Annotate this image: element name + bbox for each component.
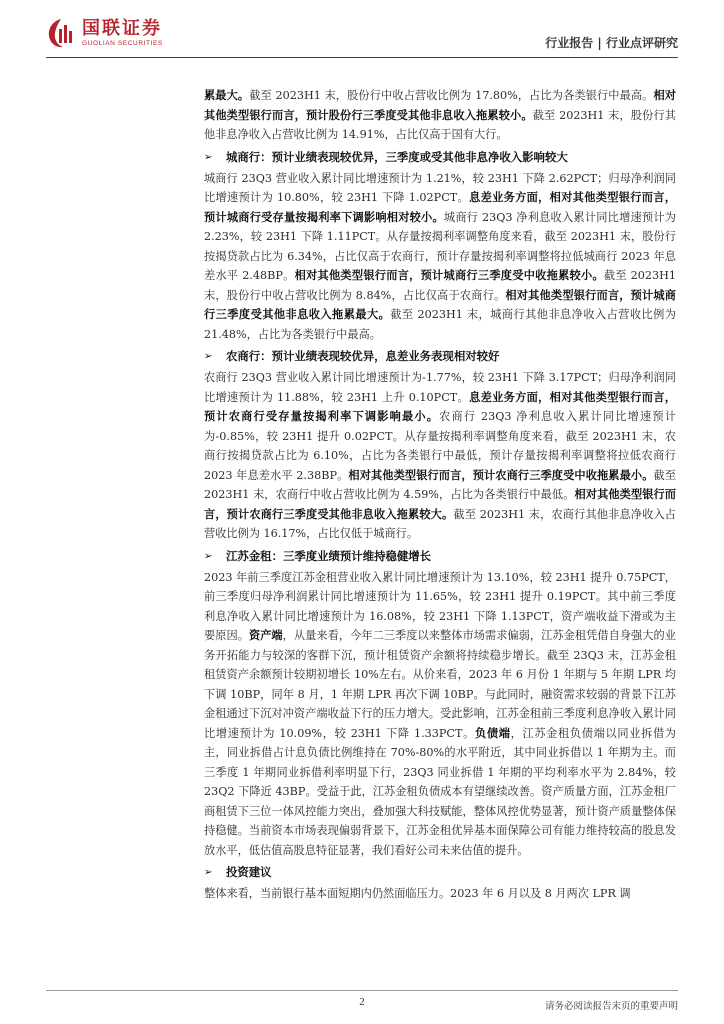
section-paragraph [204, 884, 676, 904]
body-text: ，从量来看，今年二三季度以来整体市场需求偏弱，江苏金租凭借自身强大的业务开拓能力与较深的客群下沉，预计租赁资产余额将持续稳步增长。截至 23Q3 末，江苏金租租赁资产余额预计较期初增长 10%左右。从价来看，2023 年 6 月份 1 年期与 5 年期 LPR 均下调 10BP，同年 8 月，1 年期 LPR 再次下调 10BP。与此同时，融资需求较弱的背景下江苏金租通过下沉对冲资产端收益下行的压力增大。受此影响，江苏金租前三季度利息净收入累计同比增速预计为 10.09%，较 23H1 下降 1.33PCT。 [204, 629, 676, 740]
section-heading [204, 147, 676, 168]
arrow-bullet-icon: ➢ [204, 151, 213, 163]
emphasis-text: 累最大。 [204, 89, 250, 102]
page-header [0, 0, 724, 62]
body-text: 农商行 23Q3 净利息收入累计同比增速预计为-0.85%，较 23H1 提升 0.02PCT。从存量按揭利率调整角度来看，截至 2023H1 末，农商行按揭贷款占比为 6.10%，占比为各类银行中最低，预计存量按揭利率调整将拉低农商行 2023 年息差水平 2.38BP。 [204, 410, 676, 482]
logo-mark-icon [46, 17, 76, 49]
report-type-label: 行业报告 | 行业点评研究 [545, 36, 678, 50]
report-body [204, 86, 676, 904]
company-logo [46, 17, 163, 49]
emphasis-text: 相对其他类型银行而言，预计农商行三季度受中收拖累最小。 [348, 468, 654, 482]
body-text: 截至 2023H1 末，农商行其他非息净收入占营收比例为 16.17%，占比仅低于城商行。 [204, 507, 676, 540]
section-heading [204, 346, 676, 367]
page-number: 2 [359, 996, 365, 1008]
footer-divider [46, 990, 678, 991]
emphasis-text: 资产端 [248, 629, 283, 642]
body-text: 农商行 23Q3 营业收入累计同比增速预计为-1.77%，较 23H1 下降 3.17PCT；归母净利润同比增速预计为 11.88%，较 23H1 上升 0.10PCT。 [204, 371, 676, 404]
body-text: 城商行 23Q3 营业收入累计同比增速预计为 1.21%，较 23H1 下降 2.62PCT；归母净利润同比增速预计为 10.80%，较 23H1 下降 1.02PCT。 [204, 171, 676, 204]
body-text: 截至 2023H1 末，农商行中收占营收比例为 4.59%，占比为各类银行中最低。 [204, 468, 676, 501]
section-paragraph [204, 368, 676, 544]
body-text: 截至 2023H1 末，股份行中收占营收比例为 17.80%，占比为各类银行中最高。 [249, 89, 654, 102]
body-text: 2023 年前三季度江苏金租营业收入累计同比增速预计为 13.10%，较 23H1 提升 0.75PCT，前三季度归母净利润累计同比增速预计为 11.65%，较 23H1 提升 0.19PCT。其中前三季度利息净收入累计同比增速预计为 16.08%，较 23H1 下降 1.13PCT，资产端收益下滑或为主要原因。 [204, 570, 676, 642]
body-text: 截至 2023H1 末，城商行其他非息净收入占营收比例为 21.48%，占比为各类银行中最高。 [204, 308, 676, 341]
emphasis-text: 息差业务方面，相对其他类型银行而言，预计城商行受存量按揭利率下调影响相对较小。 [204, 191, 676, 224]
emphasis-text: 相对其他类型银行而言，预计城商行三季度受中收拖累较小。 [294, 269, 604, 282]
emphasis-text: 息差业务方面，相对其他类型银行而言，预计农商行受存量按揭利率下调影响最小。 [204, 390, 676, 423]
header-divider [46, 57, 678, 58]
body-text: ，江苏金租负债端以同业拆借为主，同业拆借占计息负债比例维持在 70%-80%的水平附近，其中同业拆借以 1 年期为主。而三季度 1 年期同业拆借利率明显下行，23Q3 同业拆借 1 年期的平均利率水平为 2.84%，较 23Q2 下降近 43BP。受益于此，江苏金租负债成本有望继续改善。资产质量方面，江苏金租厂商租赁下三位一体风控能力突出，叠加强大科技赋能，整体风控优势显著，预计资产质量整体保持稳健。当前资本市场表现偏弱背景下，江苏金租优异基本面保障公司有能力维持较高的股息发放水平，低估值高股息特征显著，我们看好公司未来估值的提升。 [204, 726, 676, 857]
section-heading-text: 投资建议 [226, 865, 272, 879]
emphasis-text: 相对其他类型银行而言，预计股份行三季度受其他非息收入拖累较小。 [204, 89, 676, 122]
disclaimer-note: 请务必阅读报告末页的重要声明 [544, 1001, 678, 1012]
section-heading [204, 862, 676, 883]
emphasis-text: 相对其他类型银行而言，预计农商行三季度受其他非息收入拖累较大。 [204, 488, 676, 521]
emphasis-text: 负债端 [475, 726, 511, 740]
body-text: 整体来看，当前银行基本面短期内仍然面临压力。2023 年 6 月以及 8 月两次 LPR 调 [204, 887, 631, 900]
section-paragraph [204, 169, 676, 345]
logo-english-name: GUOLIAN SECURITIES [82, 39, 163, 47]
body-text: 截至 2023H1 末，股份行其他非息净收入占营收比例为 14.91%，占比仅高于国有大行。 [204, 108, 676, 141]
arrow-bullet-icon: ➢ [204, 550, 213, 562]
section-heading [204, 546, 676, 567]
emphasis-text: 相对其他类型银行而言，预计城商行三季度受其他非息收入拖累最大。 [204, 288, 676, 321]
logo-chinese-name: 国联证券 [82, 17, 162, 39]
arrow-bullet-icon: ➢ [204, 351, 213, 362]
body-text: 城商行 23Q3 净利息收入累计同比增速预计为 2.23%，较 23H1 下降 1.11PCT。从存量按揭利率调整角度来看，截至 2023H1 末，股份行按揭贷款占比为 6.34%，占比仅高于农商行，预计存量按揭利率调整将拉低城商行 2023 年息差水平 2.48BP。 [204, 210, 676, 282]
body-text: 截至 2023H1 末，股份行中收占营收比例为 8.84%，占比仅高于农商行。 [204, 269, 676, 302]
section-heading-text: 江苏金租：三季度业绩预计维持稳健增长 [226, 548, 432, 563]
arrow-bullet-icon: ➢ [204, 867, 213, 878]
section-heading-text: 城商行：预计业绩表现较优异，三季度或受其他非息净收入影响较大 [226, 149, 568, 164]
body-paragraph [204, 86, 676, 145]
section-heading-text: 农商行：预计业绩表现较优异，息差业务表现相对较好 [226, 349, 500, 363]
section-paragraph [204, 568, 676, 861]
